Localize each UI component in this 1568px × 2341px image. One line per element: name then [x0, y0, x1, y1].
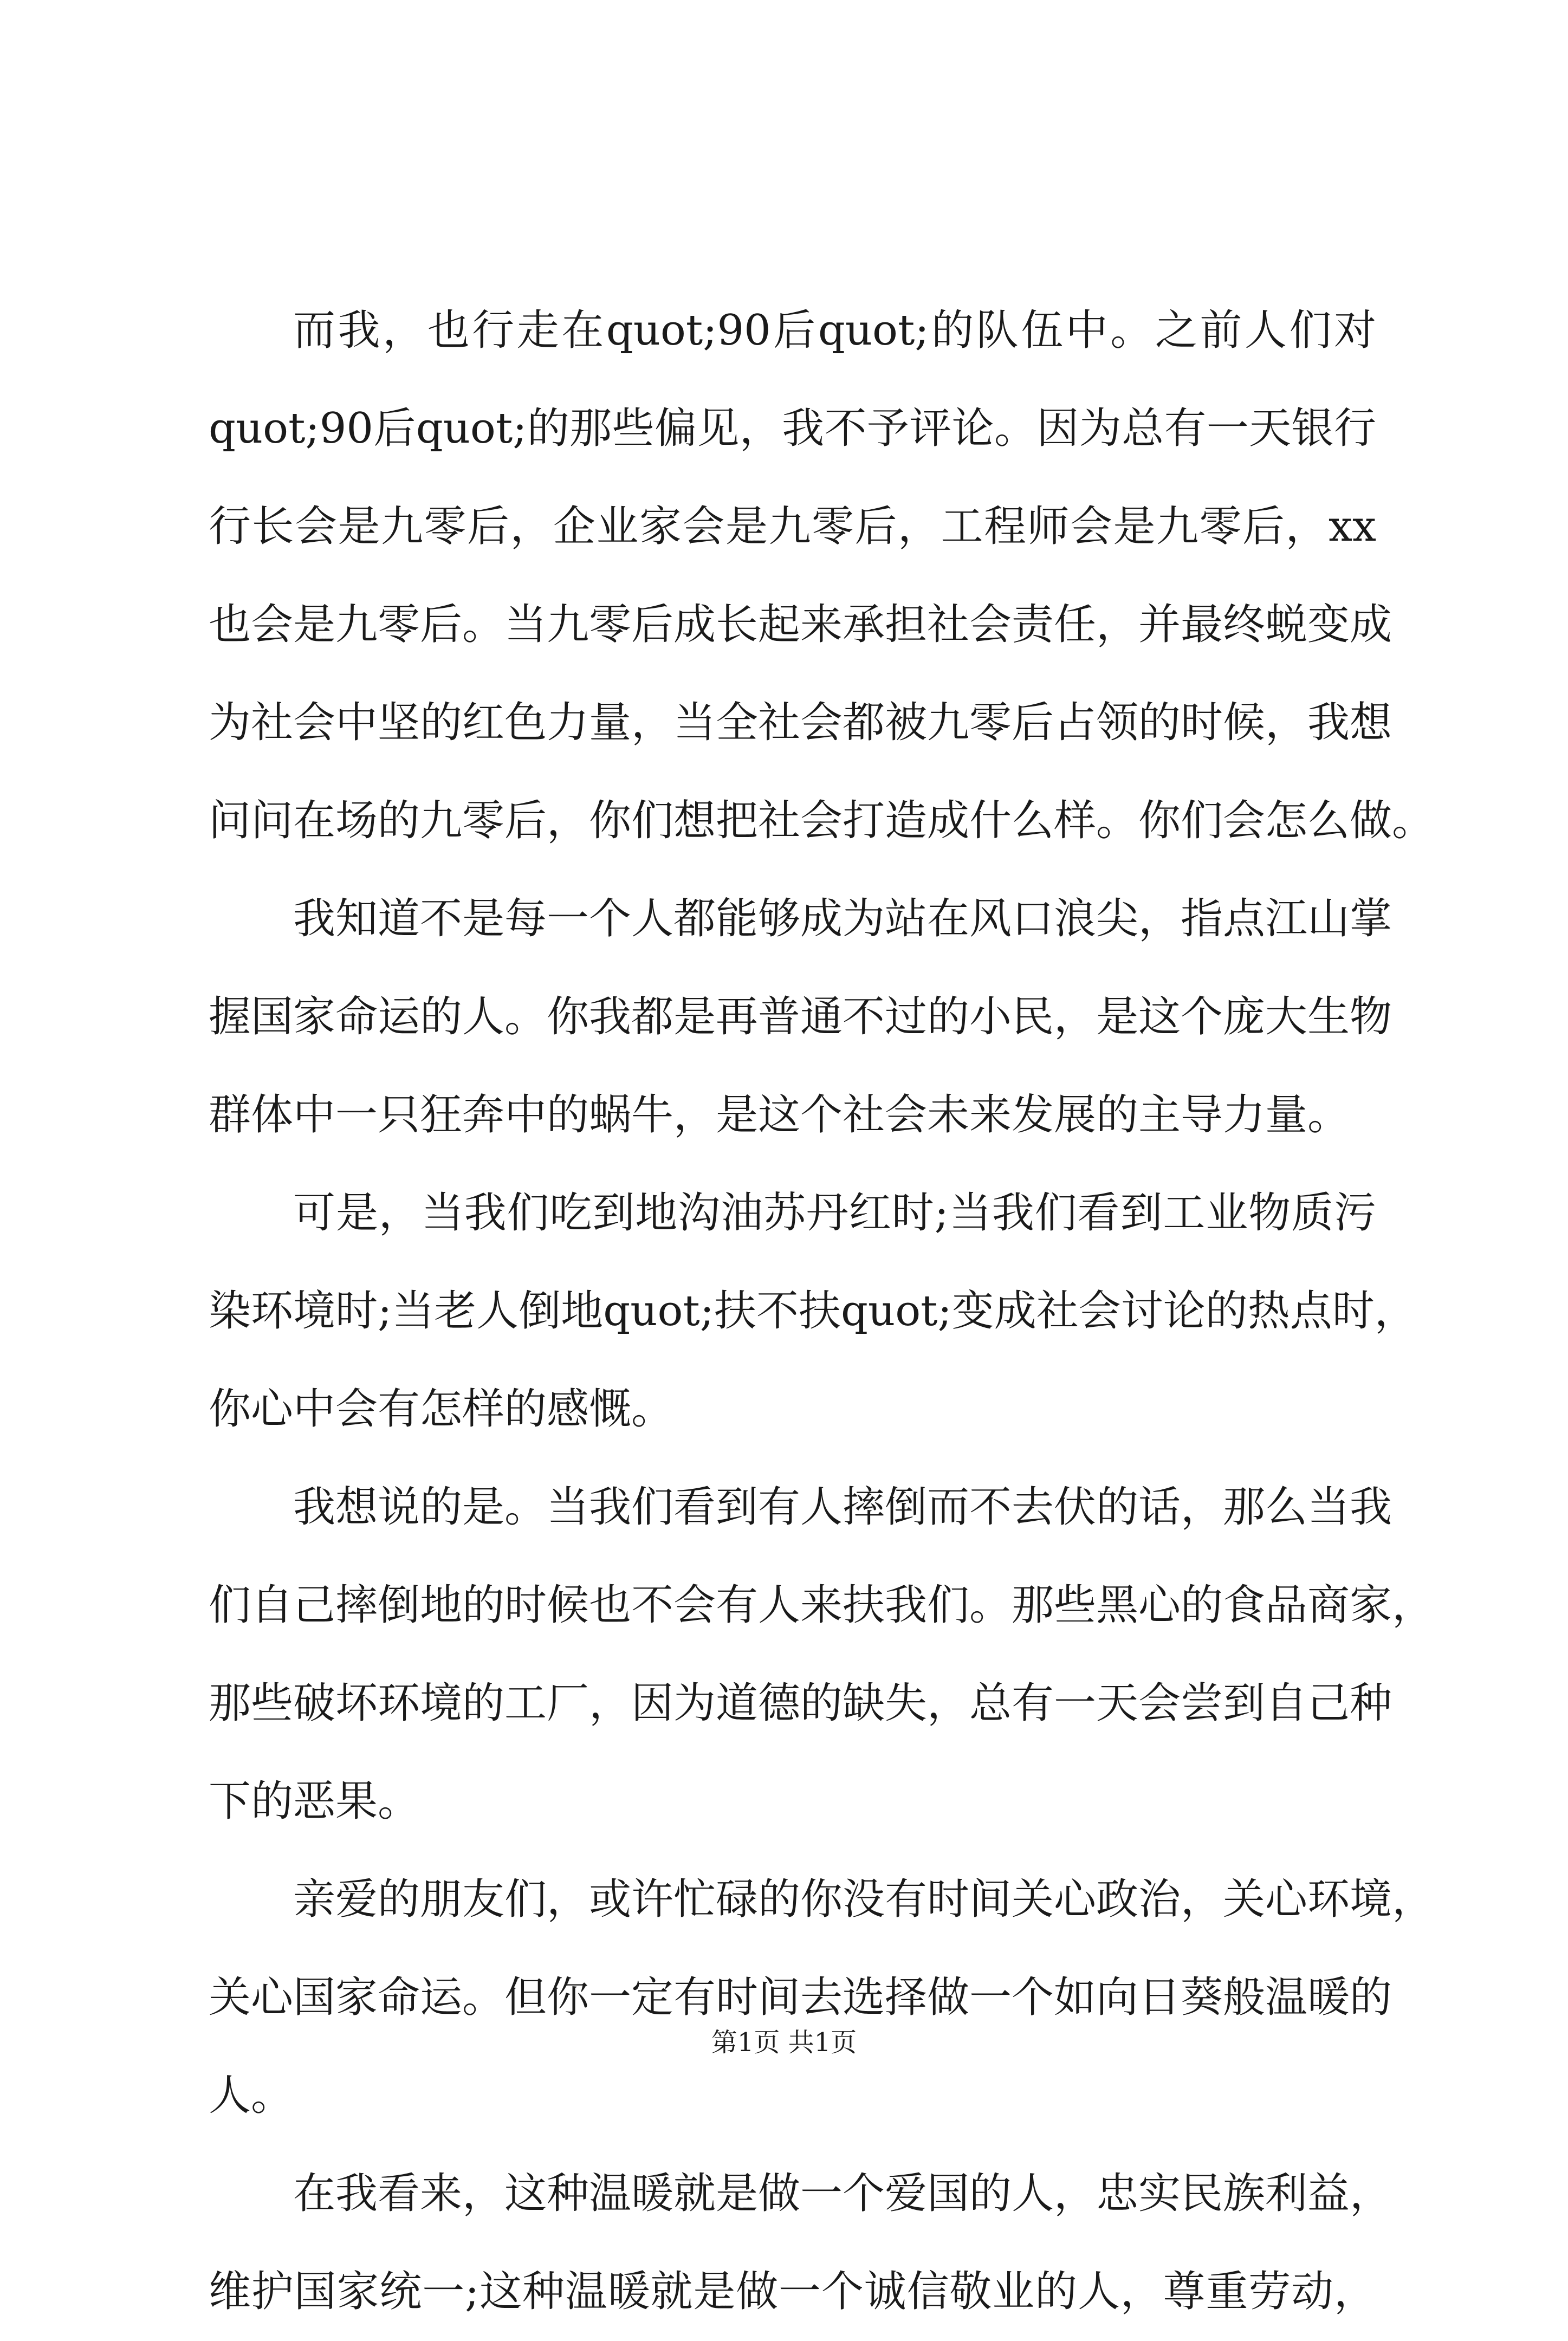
paragraph-line: 问问在场的九零后，你们想把社会打造成什么样。你们会怎么做。 — [209, 796, 1435, 845]
paragraph-line: 染环境时;当老人倒地quot;扶不扶quot;变成社会讨论的热点时， — [209, 1287, 1417, 1335]
paragraph-line: 人。 — [209, 2071, 294, 2120]
paragraph-line: 行长会是九零后，企业家会是九零后，工程师会是九零后，xx — [209, 502, 1376, 551]
paragraph-line: quot;90后quot;的那些偏见，我不予评论。因为总有一天银行 — [209, 404, 1376, 453]
paragraph-line: 那些破坏环境的工厂，因为道德的缺失，总有一天会尝到自己种 — [209, 1679, 1392, 1728]
paragraph-line: 可是，当我们吃到地沟油苏丹红时;当我们看到工业物质污 — [293, 1189, 1376, 1237]
paragraph-line: 我知道不是每一个人都能够成为站在风口浪尖，指点江山掌 — [293, 894, 1392, 943]
paragraph-line: 关心国家命运。但你一定有时间去选择做一个如向日葵般温暖的 — [209, 1973, 1392, 2022]
paragraph-line: 们自己摔倒地的时候也不会有人来扶我们。那些黑心的食品商家， — [209, 1581, 1435, 1630]
paragraph-line: 在我看来，这种温暖就是做一个爱国的人，忠实民族利益， — [293, 2169, 1392, 2218]
paragraph-line: 握国家命运的人。你我都是再普通不过的小民，是这个庞大生物 — [209, 993, 1392, 1041]
paragraph-line: 你心中会有怎样的感慨。 — [209, 1385, 674, 1434]
paragraph-line: 亲爱的朋友们，或许忙碌的你没有时间关心政治，关心环境， — [293, 1875, 1435, 1924]
page-footer — [0, 2024, 1568, 2061]
paragraph-line: 也会是九零后。当九零后成长起来承担社会责任，并最终蜕变成 — [209, 600, 1392, 649]
paragraph-line: 群体中一只狂奔中的蜗牛，是这个社会未来发展的主导力量。 — [209, 1091, 1350, 1139]
paragraph-line: 维护国家统一;这种温暖就是做一个诚信敬业的人，尊重劳动， — [209, 2267, 1376, 2316]
paragraph-line: 为社会中坚的红色力量，当全社会都被九零后占领的时候，我想 — [209, 698, 1392, 747]
page-number-label: 第1页 共1页 — [711, 2027, 857, 2058]
paragraph-line: 下的恶果。 — [209, 1777, 420, 1826]
paragraph-line: 而我，也行走在quot;90后quot;的队伍中。之前人们对 — [293, 306, 1376, 355]
paragraph-line: 我想说的是。当我们看到有人摔倒而不去伏的话，那么当我 — [293, 1483, 1392, 1532]
